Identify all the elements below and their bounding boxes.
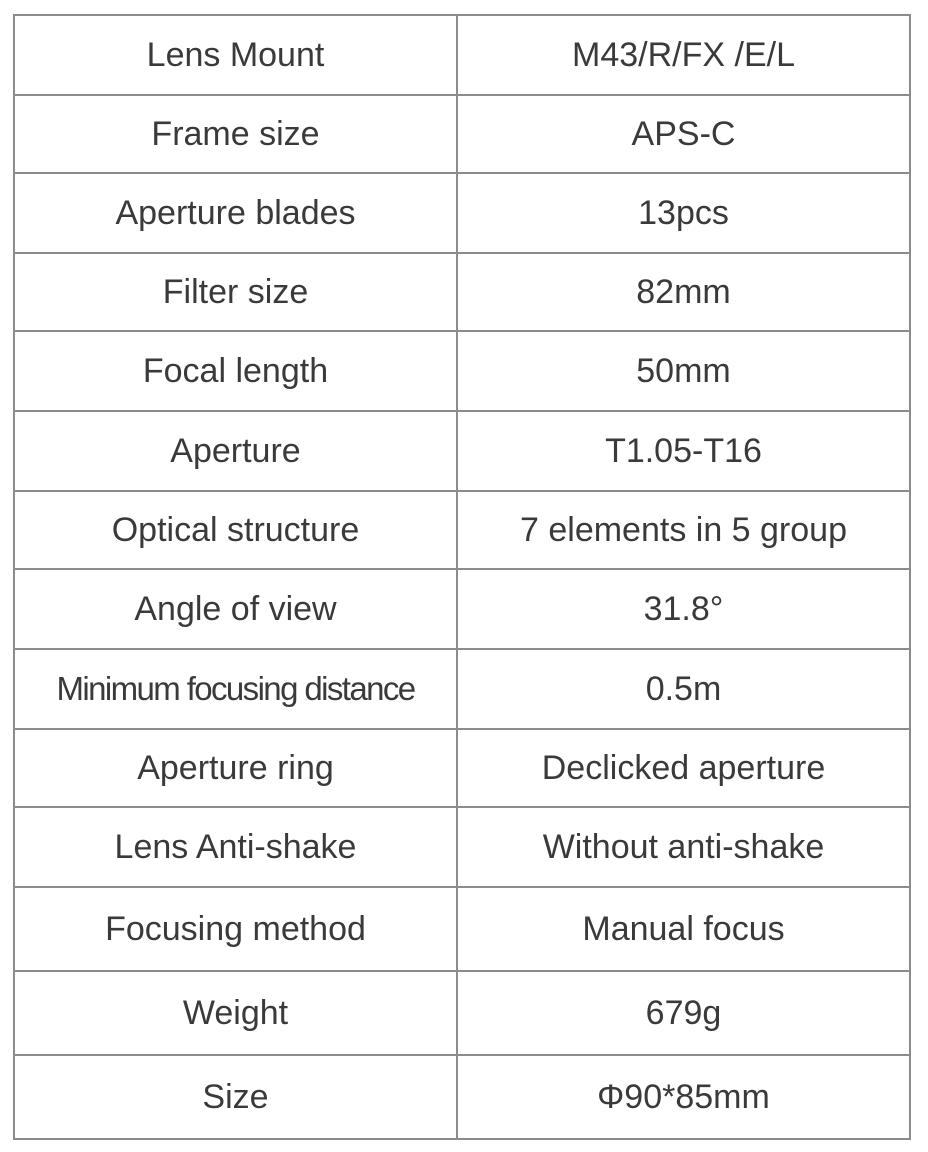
spec-value: 50mm	[457, 331, 910, 411]
spec-label: Frame size	[14, 95, 457, 173]
spec-value: 31.8°	[457, 569, 910, 649]
table-row	[14, 807, 910, 887]
spec-label: Angle of view	[14, 569, 457, 649]
table-row	[14, 1055, 910, 1139]
spec-label: Minimum focusing distance	[14, 649, 457, 729]
spec-value: Without anti-shake	[457, 807, 910, 887]
spec-label: Size	[14, 1055, 457, 1139]
spec-label: Optical structure	[14, 491, 457, 569]
spec-table	[13, 14, 911, 1140]
spec-value: 7 elements in 5 group	[457, 491, 910, 569]
spec-label: Lens Anti-shake	[14, 807, 457, 887]
table-row	[14, 95, 910, 173]
table-row	[14, 729, 910, 807]
table-row	[14, 887, 910, 971]
spec-table-body	[14, 15, 910, 1139]
spec-value: Declicked aperture	[457, 729, 910, 807]
spec-value: 679g	[457, 971, 910, 1055]
spec-label: Aperture	[14, 411, 457, 491]
spec-value: Φ90*85mm	[457, 1055, 910, 1139]
table-row	[14, 253, 910, 331]
spec-value: Manual focus	[457, 887, 910, 971]
spec-value: APS-C	[457, 95, 910, 173]
table-row	[14, 971, 910, 1055]
spec-value: M43/R/FX /E/L	[457, 15, 910, 95]
spec-label: Weight	[14, 971, 457, 1055]
spec-label: Aperture blades	[14, 173, 457, 253]
spec-label: Focal length	[14, 331, 457, 411]
spec-label: Lens Mount	[14, 15, 457, 95]
spec-value: 82mm	[457, 253, 910, 331]
spec-value: T1.05-T16	[457, 411, 910, 491]
table-row	[14, 173, 910, 253]
table-row	[14, 411, 910, 491]
table-row	[14, 491, 910, 569]
spec-label: Focusing method	[14, 887, 457, 971]
spec-value: 0.5m	[457, 649, 910, 729]
table-row	[14, 569, 910, 649]
table-row	[14, 15, 910, 95]
spec-value: 13pcs	[457, 173, 910, 253]
spec-label: Aperture ring	[14, 729, 457, 807]
table-row	[14, 649, 910, 729]
table-row	[14, 331, 910, 411]
spec-label: Filter size	[14, 253, 457, 331]
